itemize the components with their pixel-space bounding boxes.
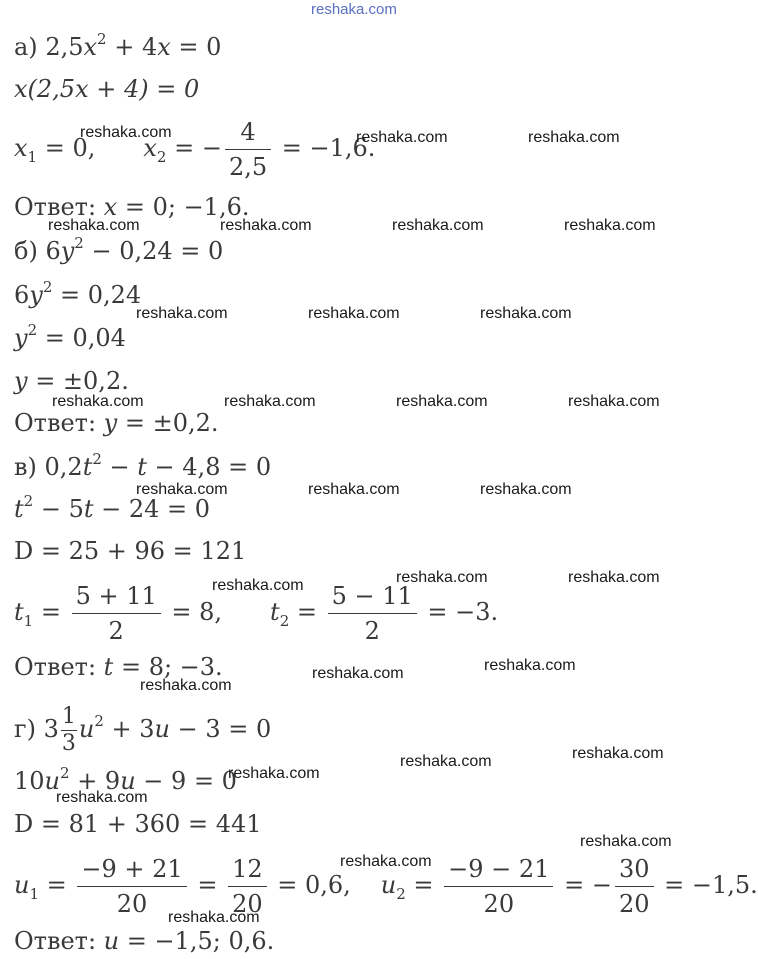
watermark: reshaka.com <box>212 577 304 594</box>
watermark: reshaka.com <box>136 481 228 498</box>
a-answer: Ответ: x = 0; −1,6. <box>14 193 250 221</box>
watermark: reshaka.com <box>168 909 260 926</box>
b-step-2: $y^2 = 0,04$ <box>14 321 126 352</box>
watermark: reshaka.com <box>52 393 144 410</box>
watermark: reshaka.com <box>392 217 484 234</box>
watermark: reshaka.com <box>220 217 312 234</box>
watermark: reshaka.com <box>224 393 316 410</box>
b-step-1: $6y^2 = 0,24$ <box>14 278 142 309</box>
a-equation: а) $2,5x^2 + 4x = 0$ <box>14 30 222 61</box>
g-discriminant: D = 81 + 360 = 441 <box>14 810 262 838</box>
watermark: reshaka.com <box>400 753 492 770</box>
g-roots: $u_1$ = $\frac{-9 + 21}{20}$ = $\frac{12}{20}$ = 0,6, $u_2$ = $\frac{-9 - 21}{20}$ = − $\frac{30}{20}$ = −1,5. <box>14 852 758 921</box>
a-roots: $x_1 = 0$, $x_2$ = − $\frac{4}{2,5}$ = −1,6. <box>14 115 375 184</box>
watermark: reshaka.com <box>356 129 448 146</box>
v-equation: в) $0,2t^2 - t - 4,8 = 0$ <box>14 450 272 481</box>
watermark: reshaka.com <box>572 745 664 762</box>
watermark: reshaka.com <box>308 305 400 322</box>
watermark: reshaka.com <box>396 393 488 410</box>
watermark: reshaka.com <box>312 665 404 682</box>
watermark: reshaka.com <box>80 124 172 141</box>
watermark: reshaka.com <box>568 569 660 586</box>
b-step-3: y = ±0,2. <box>14 367 129 395</box>
b-answer: Ответ: y = ±0,2. <box>14 409 219 437</box>
v-answer: Ответ: t = 8; −3. <box>14 653 223 681</box>
watermark: reshaka.com <box>580 833 672 850</box>
watermark: reshaka.com <box>140 677 232 694</box>
g-equation: г) 3 $\frac{1}{3}$ $u^2 + 3u - 3 = 0$ <box>14 704 272 756</box>
v-step-1: $t^2 - 5t - 24 = 0$ <box>14 492 211 523</box>
watermark: reshaka.com <box>528 129 620 146</box>
v-roots: $t_1$ = $\frac{5 + 11}{2}$ = 8, $t_2$ = $\frac{5 - 11}{2}$ = −3. <box>14 579 498 648</box>
g-answer: Ответ: u = −1,5; 0,6. <box>14 927 275 955</box>
g-step-1: $10u^2 + 9u - 9 = 0$ <box>14 764 237 795</box>
v-discriminant: D = 25 + 96 = 121 <box>14 537 247 565</box>
watermark: reshaka.com <box>396 569 488 586</box>
watermark: reshaka.com <box>564 217 656 234</box>
watermark: reshaka.com <box>228 765 320 782</box>
site-header-link[interactable]: reshaka.com <box>311 1 397 18</box>
watermark: reshaka.com <box>56 789 148 806</box>
watermark: reshaka.com <box>484 657 576 674</box>
watermark: reshaka.com <box>480 481 572 498</box>
watermark: reshaka.com <box>48 217 140 234</box>
watermark: reshaka.com <box>340 853 432 870</box>
watermark: reshaka.com <box>308 481 400 498</box>
watermark: reshaka.com <box>480 305 572 322</box>
a-factored: x(2,5x + 4) = 0 <box>14 75 200 103</box>
watermark: reshaka.com <box>136 305 228 322</box>
watermark: reshaka.com <box>568 393 660 410</box>
b-equation: б) $6y^2 - 0,24 = 0$ <box>14 234 224 265</box>
